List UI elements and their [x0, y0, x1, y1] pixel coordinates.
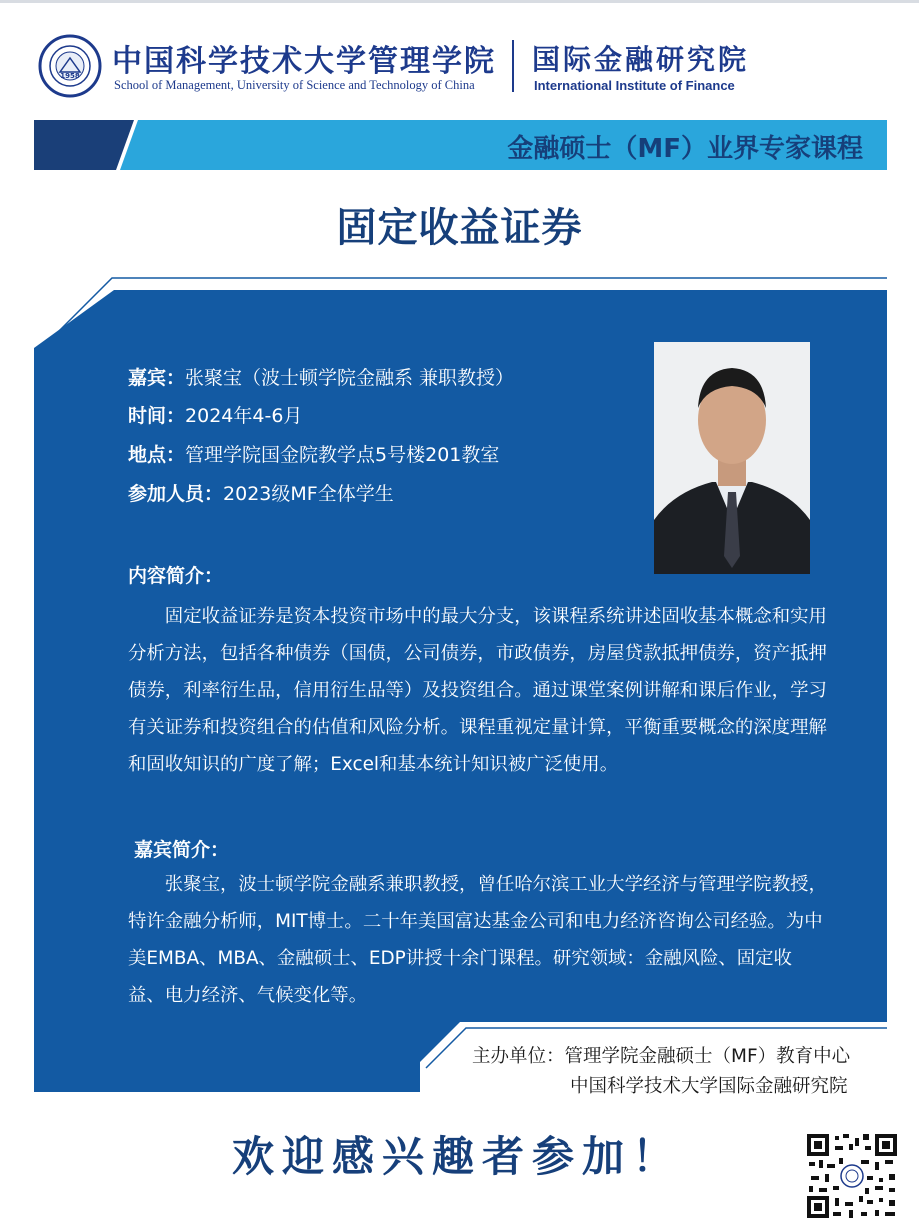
top-rule [0, 0, 919, 3]
program-band [34, 120, 887, 170]
guest-intro-heading: 嘉宾简介： [134, 839, 230, 861]
school-name-en: School of Management, University of Science and Technology of China [114, 78, 475, 92]
university-seal-icon [38, 34, 102, 98]
organizer-line-1: 主办单位：管理学院金融硕士（MF）教育中心 [472, 1046, 851, 1067]
header [38, 32, 758, 102]
qr-code-icon [805, 1132, 899, 1220]
header-divider [512, 40, 514, 92]
guest-intro-text: 张聚宝，波士顿学院金融系兼职教授，曾任哈尔滨工业大学经济与管理学院教授，特许金融分析师，MIT博士。二十年美国富达基金公司和电力经济咨询公司经验。为中美EMBA、MBA、金融硕士、EDP讲授十余门课程。研究领域：金融风险、固定收益、电力经济、气候变化等。 [128, 874, 827, 1006]
institute-name-cn: 国际金融研究院 [532, 43, 750, 76]
program-band-label: 金融硕士（MF）业界专家课程 [507, 134, 863, 164]
info-location: 地点：管理学院国金院教学点5号楼201教室 [128, 444, 500, 466]
organizer-line-2: 中国科学技术大学国际金融研究院 [570, 1076, 848, 1097]
content-intro-heading: 内容简介： [128, 565, 224, 587]
info-guest: 嘉宾：张聚宝（波士顿学院金融系 兼职教授） [128, 367, 515, 389]
course-title: 固定收益证券 [336, 205, 583, 251]
info-participants: 参加人员：2023级MF全体学生 [128, 483, 394, 505]
content-intro-text: 固定收益证券是资本投资市场中的最大分支，该课程系统讲述固收基本概念和实用分析方法，包括各种债券（国债，公司债券，市政债券，房屋贷款抵押债券，资产抵押债券，利率衍生品，信用衍生品等）及投资组合。通过课堂案例讲解和课后作业，学习有关证券和投资组合的估值和风险分析。课程重视定量计算，平衡重要概念的深度理解和固收知识的广度了解；Excel和基本统计知识被广泛使用。 [128, 606, 827, 775]
welcome-slogan: 欢迎感兴趣者参加！ [232, 1132, 683, 1181]
info-time: 时间：2024年4-6月 [128, 405, 303, 427]
institute-name-en: International Institute of Finance [534, 78, 735, 93]
school-name-cn: 中国科学技术大学管理学院 [112, 44, 496, 79]
speaker-photo [654, 342, 810, 574]
svg-text:1958: 1958 [60, 72, 80, 80]
